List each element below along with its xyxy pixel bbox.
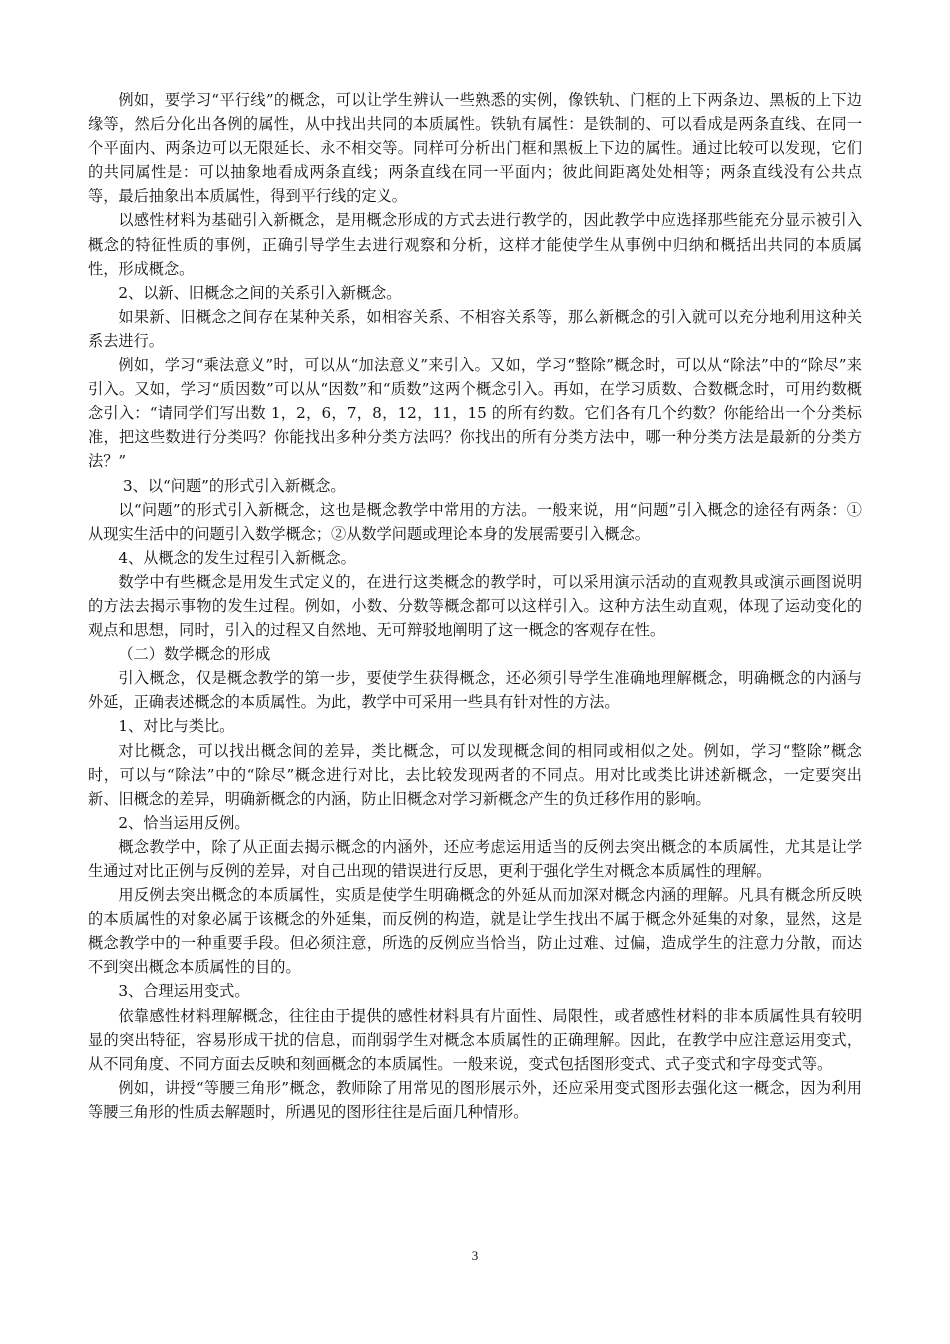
- paragraph-variations: 依靠感性材料理解概念，往往由于提供的感性材料具有片面性、局限性，或者感性材料的非本质属性具有较明显的突出特征，容易形成干扰的信息，而削弱学生对概念本质属性的正确理解。因此，在教学中应注意运用变式，从不同角度、不同方面去反映和刻画概念的本质属性。一般来说，变式包括图形变式、式子变式和字母变式等。: [88, 1006, 862, 1073]
- heading-method-4: 4、从概念的发生过程引入新概念。: [118, 548, 356, 567]
- paragraph-multiplication-example: 例如，学习“乘法意义”时，可以从“加法意义”来引入。又如，学习“整除”概念时，可以从“除法”中的“除尽”来引入。又如，学习“质因数”可以从“因数”和“质数”这两个概念引入。再如，在学习质数、合数概念时，可用约数概念引入：“请同学们写出数 1，2，6，7，8，12，11，15 的所有约数。它们各有几个约数？你能给出一个分类标准，把这些数进行分类吗？你能找出多种分类方法吗？你找出的所有分类方法中，哪一种分类方法是最新的分类方法？”: [88, 356, 862, 471]
- paragraph-generative-definition: 数学中有些概念是用发生式定义的，在进行这类概念的教学时，可以采用演示活动的直观教具或演示画图说明的方法去揭示事物的发生过程。例如，小数、分数等概念都可以这样引入。这种方法生动直观，体现了运动变化的观点和思想，同时，引入的过程又自然地、无可辩驳地阐明了这一概念的客观存在性。: [88, 572, 862, 640]
- paragraph-introducing-concepts: 引入概念，仅是概念教学的第一步，要使学生获得概念，还必须引导学生准确地理解概念，明确概念的内涵与外延，正确表述概念的本质属性。为此，教学中可采用一些具有针对性的方法。: [88, 669, 862, 712]
- paragraph-isosceles-example: 例如，讲授“等腰三角形”概念，教师除了用常见的图形展示外，还应采用变式图形去强化这一概念，因为利用等腰三角形的性质去解题时，所遇见的图形往往是后面几种情形。: [88, 1078, 862, 1121]
- paragraph-counterexample-essence: 用反例去突出概念的本质属性，实质是使学生明确概念的外延从而加深对概念内涵的理解。凡具有概念所反映的本质属性的对象必属于该概念的外延集，而反例的构造，就是让学生找出不属于概念外延集的对象，显然，这是概念教学中的一种重要手段。但必须注意，所选的反例应当恰当，防止过难、过偏，造成学生的注意力分散，而达不到突出概念本质属性的目的。: [88, 886, 862, 977]
- heading-contrast-analogy: 1、对比与类比。: [118, 717, 235, 736]
- paragraph-concept-relations: 如果新、旧概念之间存在某种关系，如相容关系、不相容关系等，那么新概念的引入就可以充分地利用这种关系去进行。: [88, 307, 862, 350]
- page-number: 3: [471, 1248, 479, 1263]
- heading-counterexamples: 2、恰当运用反例。: [118, 813, 250, 832]
- section-heading-concept-formation: （二）数学概念的形成: [118, 645, 271, 664]
- paragraph-counterexamples: 概念教学中，除了从正面去揭示概念的内涵外，还应考虑运用适当的反例去突出概念的本质属性，尤其是让学生通过对比正例与反例的差异，对自己出现的错误进行反思，更利于强化学生对概念本质属性的理解。: [88, 837, 862, 880]
- heading-variations: 3、合理运用变式。: [118, 982, 250, 1001]
- paragraph-problem-introduction: 以“问题”的形式引入新概念，这也是概念教学中常用的方法。一般来说，用“问题”引入概念的途径有两条：①从现实生活中的问题引入数学概念；②从数学问题或理论本身的发展需要引入概念。: [88, 500, 862, 543]
- paragraph-perceptual-material: 以感性材料为基础引入新概念，是用概念形成的方式去进行教学的，因此教学中应选择那些能充分显示被引入概念的特征性质的事例，正确引导学生去进行观察和分析，这样才能使学生从事例中归纳和概括出共同的本质属性，形成概念。: [88, 211, 862, 278]
- heading-method-2: 2、以新、旧概念之间的关系引入新概念。: [118, 283, 402, 302]
- paragraph-parallel-lines-example: 例如，要学习“平行线”的概念，可以让学生辨认一些熟悉的实例，像铁轨、门框的上下两条边、黑板的上下边缘等，然后分化出各例的属性，从中找出共同的本质属性。铁轨有属性：是铁制的、可以看成是两条直线、在同一个平面内、两条边可以无限延长、永不相交等。同样可分析出门框和黑板上下边的属性。通过比较可以发现，它们的共同属性是：可以抽象地看成两条直线；两条直线在同一平面内；彼此间距离处处相等；两条直线没有公共点等，最后抽象出本质属性，得到平行线的定义。: [88, 91, 862, 206]
- document-body: [88, 88, 862, 1124]
- heading-method-3: 3、以“问题”的形式引入新概念。: [122, 476, 346, 495]
- paragraph-contrast-analogy: 对比概念，可以找出概念间的差异，类比概念，可以发现概念间的相同或相似之处。例如，学习“整除”概念时，可以与“除法”中的“除尽”概念进行对比，去比较发现两者的不同点。用对比或类比讲述新概念，一定要突出新、旧概念的差异，明确新概念的内涵，防止旧概念对学习新概念产生的负迁移作用的影响。: [88, 741, 862, 808]
